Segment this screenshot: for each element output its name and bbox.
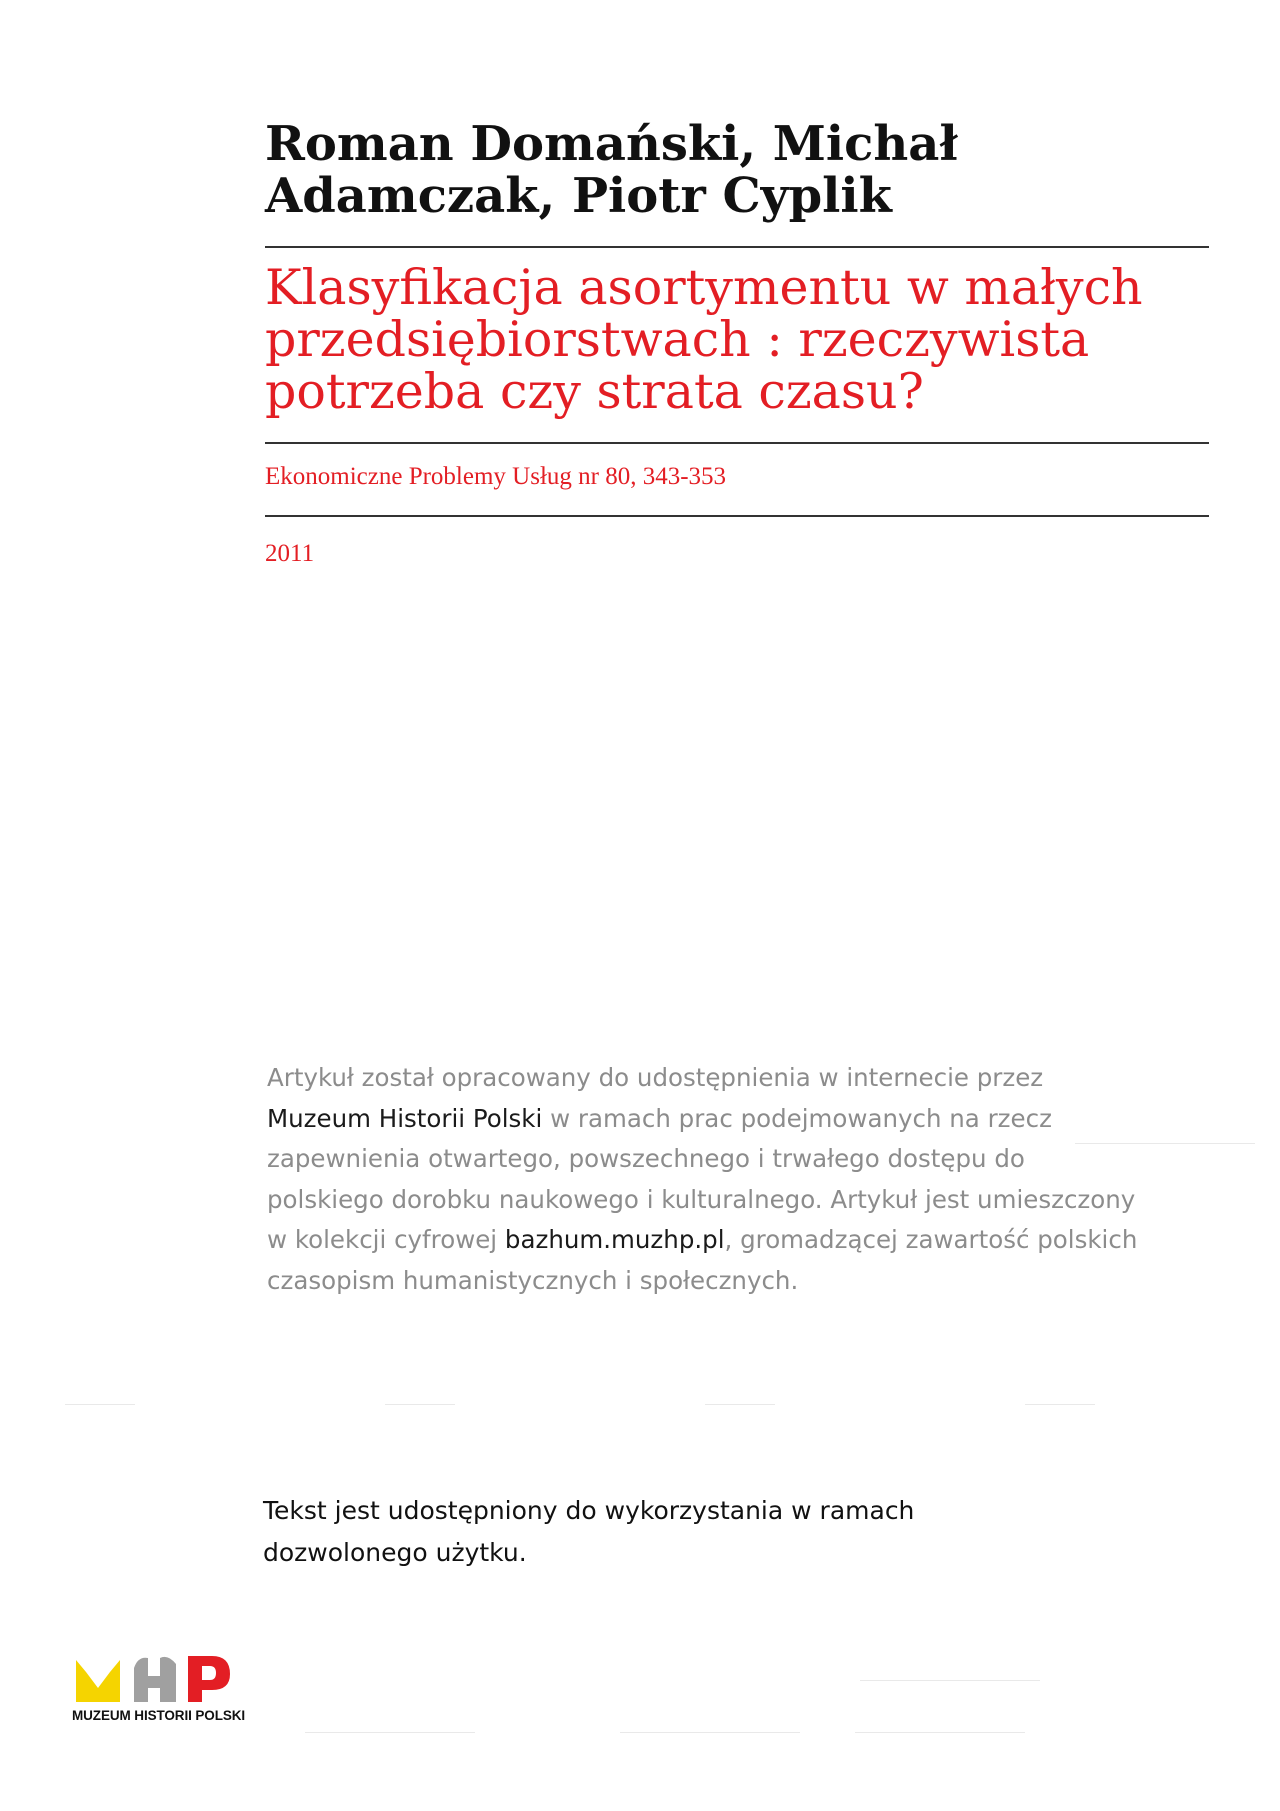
faint-line: [855, 1732, 1025, 1733]
authors: [265, 118, 1215, 222]
faint-line: [705, 1404, 775, 1405]
notice-line-6: czasopism humanistycznych i społecznych.: [267, 1265, 799, 1295]
publication-year: 2011: [265, 540, 315, 567]
faint-line: [1075, 1143, 1255, 1144]
title-line-3: potrzeba czy strata czasu?: [265, 363, 924, 420]
logo-letter-m: [76, 1660, 120, 1702]
notice-line-1: Artykuł został opracowany do udostępnienia w internecie przez: [267, 1063, 1044, 1092]
divider-bottom: [265, 515, 1209, 517]
article-title: [265, 259, 1215, 420]
journal-source: Ekonomiczne Problemy Usług nr 80, 343-353: [265, 463, 727, 490]
notice-line-5: [267, 1220, 1217, 1261]
bazhum-link[interactable]: bazhum.muzhp.pl: [504, 1225, 725, 1254]
notice-line-4: polskiego dorobku naukowego i kulturalnego. Artykuł jest umieszczony: [267, 1184, 1136, 1214]
license-line-1: Tekst jest udostępniony do wykorzystania w ramach: [263, 1496, 915, 1525]
mhp-logo-mark: [72, 1650, 272, 1706]
authors-line-2: Adamczak, Piotr Cyplik: [265, 168, 892, 224]
faint-line: [1025, 1404, 1095, 1405]
museum-name: Muzeum Historii Polski: [267, 1103, 543, 1133]
license-line-2: dozwolonego użytku.: [263, 1538, 527, 1567]
faint-line: [620, 1732, 800, 1733]
notice-line-3: zapewnienia otwartego, powszechnego i trwałego dostępu do: [267, 1144, 1025, 1173]
authors-line-1: Roman Domański, Michał: [265, 116, 958, 172]
title-line-1: Klasyfikacja asortymentu w małych: [265, 259, 1143, 316]
faint-line: [305, 1732, 475, 1733]
divider-top: [265, 246, 1209, 248]
license-statement: [263, 1490, 914, 1574]
digitization-notice: [267, 1058, 1217, 1301]
logo-caption: MUZEUM HISTORII POLSKI: [72, 1708, 246, 1723]
notice-line-2: [267, 1099, 1217, 1140]
muzeum-historii-polski-logo: [72, 1650, 272, 1730]
logo-letter-h: [134, 1657, 176, 1702]
notice-line-5-end: , gromadzącej zawartość polskich: [724, 1225, 1138, 1254]
faint-line: [65, 1404, 135, 1405]
notice-line-2-rest: w ramach prac podejmowanych na rzecz: [542, 1103, 1052, 1133]
faint-line: [860, 1680, 1040, 1681]
faint-line: [385, 1404, 455, 1405]
title-line-2: przedsiębiorstwach : rzeczywista: [265, 311, 1090, 368]
notice-line-5-start: w kolekcji cyfrowej: [267, 1225, 505, 1254]
logo-letter-p: [188, 1656, 230, 1702]
divider-middle: [265, 442, 1209, 444]
